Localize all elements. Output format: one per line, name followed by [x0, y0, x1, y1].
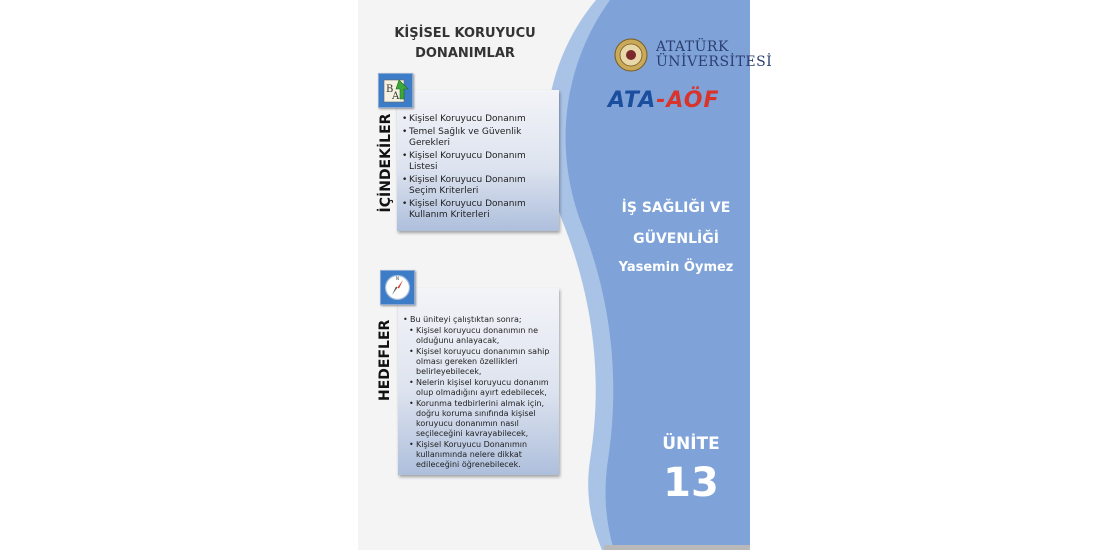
list-item: • Nelerin kişisel koruyucu donanım olup olmadığını ayırt edebilecek, [409, 378, 555, 398]
list-item: • Korunma tedbirlerini almak için, doğru koruma sınıfında kişisel koruyucu donanımın nasıl seçileceğini kavrayabilecek, [409, 399, 555, 439]
compass-icon [380, 270, 415, 305]
contents-list [402, 114, 554, 223]
objectives-label: HEDEFLER [377, 319, 393, 401]
svg-text:N: N [396, 276, 399, 281]
university-seal-icon [614, 38, 648, 72]
ata-aof-logo: ATA-AÖF [608, 88, 720, 113]
unit-number: 13 [663, 460, 719, 506]
unit-label: ÜNİTE [662, 434, 720, 454]
svg-text:B: B [386, 84, 394, 95]
course-title: İŞ SAĞLIĞI VE GÜVENLİĞİ [621, 200, 731, 247]
list-item: • Kişisel Koruyucu Donanım Kullanım Kriterleri [402, 199, 554, 221]
contents-label: İÇİNDEKİLER [378, 113, 394, 213]
book-ab-icon [378, 73, 413, 108]
list-item: • Kişisel koruyucu donanımın ne olduğunu anlayacak, [409, 326, 555, 346]
university-name: ATATÜRK ÜNİVERSİTESİ [656, 39, 773, 70]
objectives-list [403, 315, 555, 471]
list-item: • Kişisel Koruyucu Donanım Listesi [402, 151, 554, 173]
book-cover-page [358, 0, 773, 550]
list-item: • Kişisel Koruyucu Donanım [402, 114, 554, 125]
list-item: • Kişisel Koruyucu Donanım Seçim Kriterleri [402, 175, 554, 197]
author-name: Yasemin Öymez [618, 260, 734, 275]
svg-text:A: A [392, 91, 400, 102]
list-item: • Kişisel Koruyucu Donanımın kullanımında nelere dikkat edileceğini öğrenebilecek. [409, 440, 555, 470]
list-item: • Bu üniteyi çalıştıktan sonra; [403, 315, 555, 325]
unit-title: KİŞİSEL KORUYUCU DONANIMLAR [394, 26, 536, 61]
list-item: • Temel Sağlık ve Güvenlik Gerekleri [402, 127, 554, 149]
list-item: • Kişisel koruyucu donanımın sahip olması gereken özellikleri belirleyebilecek, [409, 347, 555, 377]
bottom-bar [604, 545, 750, 550]
